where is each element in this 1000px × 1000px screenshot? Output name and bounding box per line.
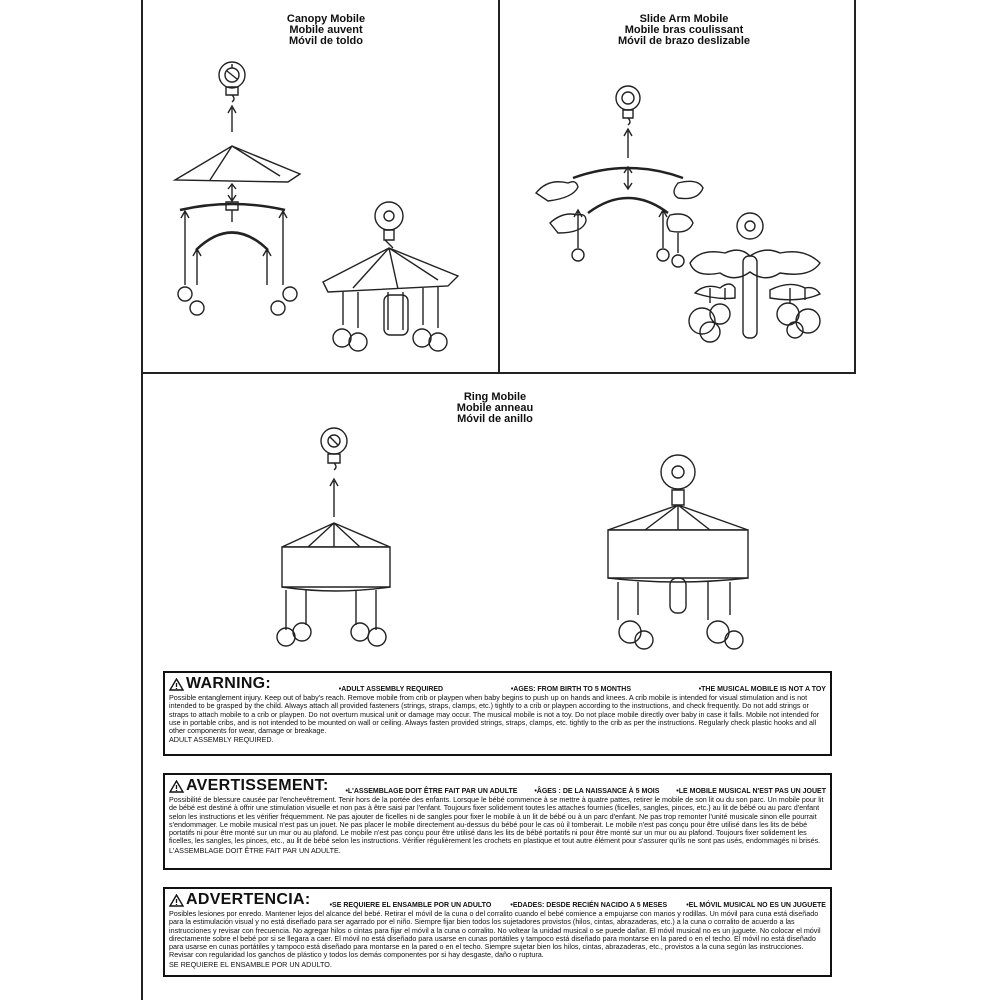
warning-body: Possibilité de blessure causée par l'enchevêtrement. Tenir hors de la portée des enfants. Lorsque le bébé commence à se mettre à quatre pattes, retirer le mobile de son lit ou du son parc. Un mobile pour lit de bébé est destiné à offrir une stimulation visuelle et non pas à être saisi par l'enfant. Toujours fixer solidement toutes les attaches fournies (ficelles, sangles, pinces, etc.) au lit de bébé ou au parc d'enfant selon les instructions et les vérifier fréquemment. Ne pas ajouter de ficelles ni de sangles pour fixer le mobile à un lit de bébé ou à un parc d'enfant. Ne pas trop remonter l'unité musicale sinon elle pourrait s'endommager. Le mobile musical n'est pas un jouet. Ne pas placer le mobile directement au-dessus du bébé pour le cas où il tomberait. Le mobile n'est pas conçu pour être utilisé dans les lits de bébé portatifs ni pour être monté sur un mur ou au plafond. Le mobile n'est pas conçu pour être utilisé dans les lits de bébé portatifs ni pour être monté sur un mur ou au plafond. Toujours fixer solidement les ficelles, les sangles, les pinces, etc., au lit de bébé selon les instructions. Vérifier régulièrement les crochets en plastique et tout autre élément pour s'assurer qu'ils ne sont pas usés, endommagés ni brisés. — [169, 795, 824, 846]
warning-tag-ages: •ÂGES : DE LA NAISSANCE À 5 MOIS — [534, 787, 660, 795]
canopy-mobile-title: Canopy Mobile Mobile auvent Móvil de toldo — [286, 13, 366, 47]
warning-body: Possible entanglement injury. Keep out of baby's reach. Remove mobile from crib or playpen when baby begins to push up on hands and knees. A crib mobile is intended for visual stimulation and is not intended to be grasped by the child. Always attach all provided fasteners (strings, straps, clamps, etc.) tightly to a crib or playpen according to the instructions, and check frequently. Do not add strings or straps to attach mobile to a crib or playpen. Do not overturn musical unit or damage may occur. The musical mobile is not a toy. Do not place mobile directly over baby in case it falls. Mobile not intended for use in portable cribs, and is not intended to be mounted on wall or ceiling. Always fasten provided strings, straps, clamps, etc. tightly to the crib as per the instructions. Regularly check plastic hooks and all other components for wear, damage or breakage. — [169, 693, 820, 736]
arrow-up — [228, 106, 236, 132]
warning-tag-ages: •EDADES: DESDE RECIÉN NACIDO A 5 MESES — [510, 901, 668, 909]
warning-tag-not-toy: •EL MÓVIL MUSICAL NO ES UN JUGUETE — [686, 901, 826, 909]
warning-body: Posibles lesiones por enredo. Mantener lejos del alcance del bebé. Retirar el móvil de la cuna o del corralito cuando el bebé comience a empujarse con manos y rodillas. Un móvil para cuna está diseñado para la estimulación visual y no está diseñado para ser agarrado por el niño. Siempre fijar bien todos los sujetadores provistos (hilos, cintas, abrazaderas, etc.) a la cuna o corralito de acuerdo a las instrucciones y revisar con frecuencia. No agregar hilos o cintas para fijar el móvil a la cuna o corralito. No voltear la unidad musical o se puede dañar. El móvil musical no es un juguete. No colocar el móvil directamente sobre el bebé por si se llegara a caer. El móvil no está diseñado para usarse en cunas portátiles y tampoco está diseñado para montarse en la pared o en el techo. El móvil no está diseñado para usarse en cunas portátiles y tampoco está diseñado para montarse en la pared o en el techo. Siempre sujetar bien los hilos, cintas, abrazaderas, etc., provistos a la cuna según las instrucciones. Revisar con regularidad los ganchos de plástico y todos los demás componentes por si hay desgaste, daño o ruptura. — [169, 909, 821, 960]
warning-title: ADVERTENCIA: — [169, 891, 311, 909]
slide-arm-assembled-diagram — [680, 208, 835, 358]
warning-footer: L'ASSEMBLAGE DOIT ÊTRE FAIT PAR UN ADULTE. — [169, 845, 341, 855]
warning-footer: ADULT ASSEMBLY REQUIRED. — [169, 735, 274, 745]
warning-header — [169, 675, 826, 693]
warning-box-french — [163, 773, 832, 870]
warning-title: WARNING: — [169, 675, 271, 693]
canopy-assembled-diagram — [318, 200, 468, 355]
warning-box-spanish — [163, 887, 832, 977]
canopy-exploded-diagram — [170, 60, 310, 320]
warning-tag-ages: •AGES: FROM BIRTH TO 5 MONTHS — [510, 685, 631, 693]
warning-tag-not-toy: •LE MOBILE MUSICAL N'EST PAS UN JOUET — [676, 787, 826, 795]
warning-header — [169, 891, 826, 909]
warning-box-english — [163, 671, 832, 756]
warning-triangle-icon — [169, 894, 184, 907]
music-box-icon — [219, 62, 245, 102]
right-border — [854, 0, 856, 373]
slide-arm-mobile-title: Slide Arm Mobile Mobile bras coulissant Móvil de brazo deslizable — [617, 13, 751, 47]
warning-triangle-icon — [169, 780, 184, 793]
panel-divider-horizontal — [141, 372, 856, 374]
left-border — [141, 0, 143, 1000]
warning-footer: SE REQUIERE EL ENSAMBLE POR UN ADULTO. — [169, 959, 332, 969]
warning-tag-assembly: •SE REQUIERE EL ENSAMBLE POR UN ADULTO — [329, 901, 492, 909]
warning-triangle-icon — [169, 678, 184, 691]
ring-assembled-diagram — [600, 450, 760, 655]
warning-tag-not-toy: •THE MUSICAL MOBILE IS NOT A TOY — [698, 685, 826, 693]
warning-header — [169, 777, 826, 795]
warning-tag-assembly: •ADULT ASSEMBLY REQUIRED — [338, 685, 444, 693]
warning-tag-assembly: •L'ASSEMBLAGE DOIT ÊTRE FAIT PAR UN ADULTE — [345, 787, 518, 795]
ring-mobile-title: Ring Mobile Mobile anneau Móvil de anillo — [456, 391, 534, 425]
panel-divider-vertical — [498, 0, 500, 373]
ring-exploded-diagram — [272, 425, 422, 655]
warning-title: AVERTISSEMENT: — [169, 777, 329, 795]
